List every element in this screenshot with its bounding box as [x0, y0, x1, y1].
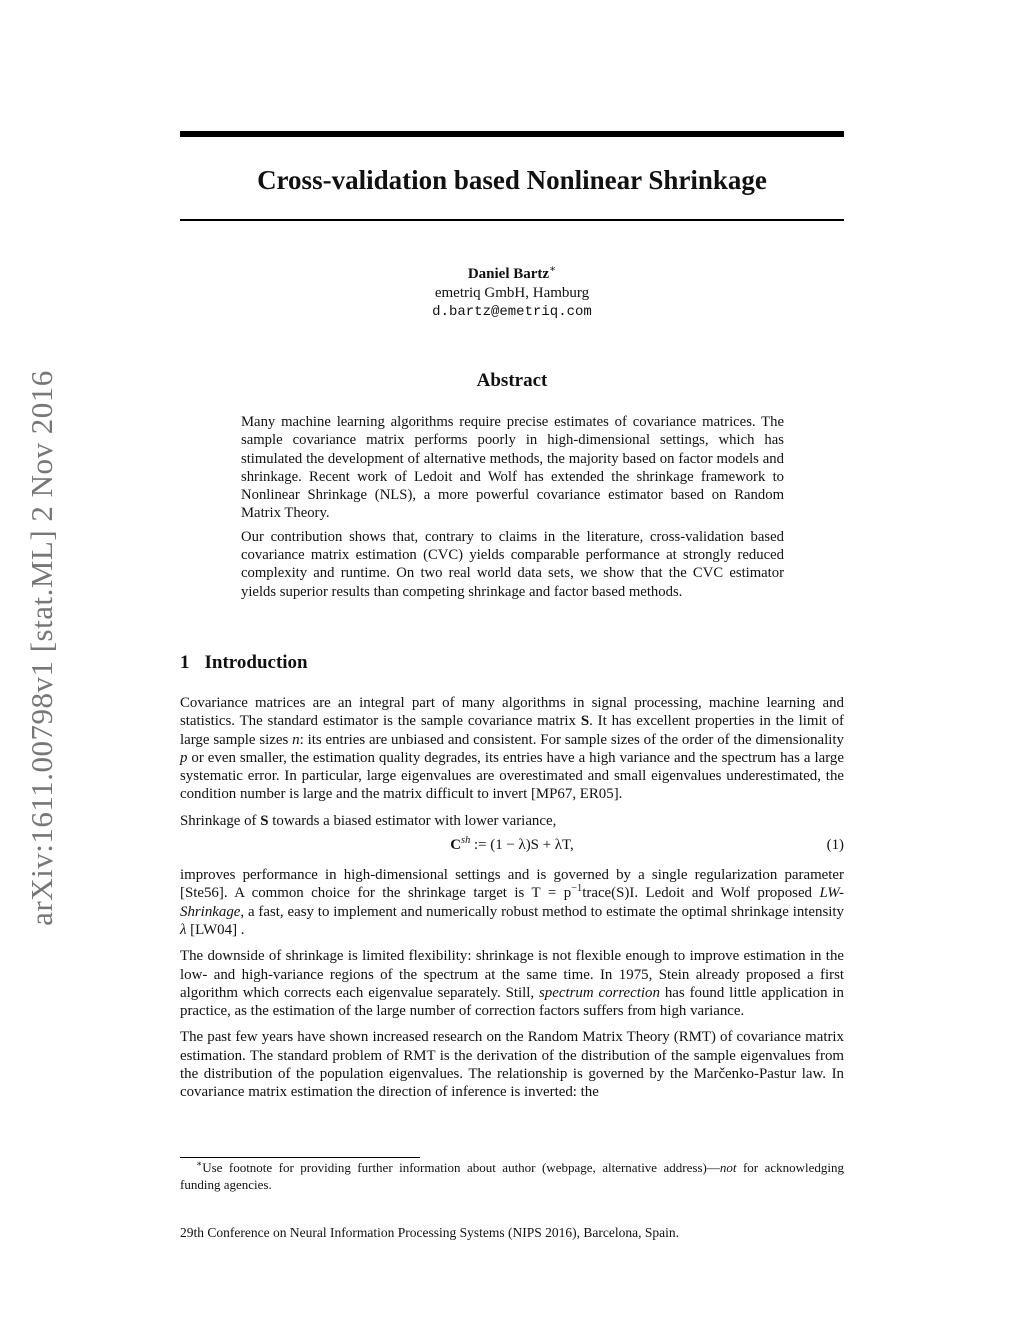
- text-run: Shrinkage of: [180, 812, 261, 829]
- text-run: towards a biased estimator with lower variance,: [268, 812, 557, 829]
- math-superscript: −1: [571, 883, 583, 895]
- title-rule-bottom: [180, 219, 844, 221]
- arxiv-stamp: arXiv:1611.00798v1 [stat.ML] 2 Nov 2016: [24, 370, 59, 926]
- author-affiliation: emetriq GmbH, Hamburg: [434, 285, 590, 301]
- footnote: [180, 1159, 844, 1193]
- body-paragraph: [180, 812, 844, 830]
- body-paragraph: [180, 694, 844, 804]
- text-run: . It has excellent properties in the limit of large sample sizes: [180, 713, 844, 748]
- math-symbol: n: [292, 731, 300, 748]
- equation-number: (1): [826, 837, 844, 854]
- section-title: Introduction: [204, 652, 308, 673]
- equation-body: [180, 836, 844, 854]
- abstract-paragraph: Many machine learning algorithms require precise estimates of covariance matrices. The sample covariance matrix performs poorly in high-dimensional settings, which has stimulated the development of alternative methods, the majority based on factor models and shrinkage. Recent work of Ledoit and Wolf has extended the shrinkage framework to Nonlinear Shrinkage (NLS), a more powerful covariance estimator based on Random Matrix Theory.: [241, 414, 784, 522]
- footnote-mark: ∗: [196, 1158, 203, 1169]
- body-paragraph: The past few years have shown increased research on the Random Matrix Theory (RMT) of covariance matrix estimation. The standard problem of RMT is the derivation of the distribution of the sample eigenvalues from the distribution of the population eigenvalues. The relationship is governed by the Marčenko-Pastur law. In covariance matrix estimation the direction of inference is inverted: the: [180, 1029, 844, 1101]
- emphasis-text: spectrum correction: [539, 984, 660, 1001]
- body-paragraph: [180, 947, 844, 1020]
- body-paragraph: [180, 866, 844, 939]
- math-symbol: p: [180, 749, 188, 766]
- equation-text: := (1 − λ)S + λT,: [470, 837, 574, 854]
- author-line: [180, 265, 844, 284]
- text-run: Covariance matrices are an integral part of many algorithms in signal processing, machine learning and statistics. The standard estimator is the sample covariance matrix: [180, 695, 844, 730]
- text-run: The downside of shrinkage is limited flexibility: shrinkage is not flexible enough to improve estimation in the low- and high-variance regions of the spectrum at the same time. In 1975, Stein already proposed a first algorithm which corrects each eigenvalue separately. Still,: [180, 948, 844, 1001]
- conference-footer: 29th Conference on Neural Information Processing Systems (NIPS 2016), Barcelona, Spain.: [180, 1225, 680, 1240]
- introduction-body: [180, 694, 844, 1110]
- abstract-body: [241, 413, 784, 606]
- paper-title: Cross-validation based Nonlinear Shrinkage: [257, 165, 767, 195]
- text-run: . Ledoit and Wolf proposed: [634, 885, 820, 902]
- math-symbol: C: [450, 837, 462, 854]
- text-run: improves performance in high-dimensional settings and is governed by a single regularization parameter [Ste56]. A common choice for the shrinkage target is: [180, 867, 844, 902]
- equation-1: [180, 834, 844, 860]
- math-symbol: S: [260, 812, 269, 829]
- math-expression: T = p: [531, 885, 572, 902]
- author-block: [180, 265, 844, 322]
- abstract-heading: Abstract: [476, 370, 548, 391]
- emphasis-text: LW-Shrinkage: [180, 885, 845, 920]
- text-run: , a fast, easy to implement and numerically robust method to estimate the optimal shrinkage intensity: [240, 903, 844, 920]
- text-run: : its entries are unbiased and consistent. For sample sizes of the order of the dimensionality: [299, 731, 844, 748]
- math-superscript: sh: [461, 835, 471, 847]
- author-footnote-mark: ∗: [549, 264, 557, 275]
- section-heading-introduction: [180, 651, 308, 675]
- footnote-rule: [180, 1157, 420, 1158]
- author-email: d.bartz@emetriq.com: [432, 304, 592, 320]
- text-run: or even smaller, the estimation quality degrades, its entries have a high variance and the spectrum has a large systematic error. In particular, large eigenvalues are overestimated and small eigenvalues underestimated, the condition number is large and the matrix difficult to invert [MP67, ER05].: [180, 749, 844, 803]
- text-run: has found little application in practice, as the estimation of the large number of correction factors suffers from high variance.: [180, 984, 844, 1020]
- math-symbol: S: [580, 713, 590, 730]
- text-run: Use footnote for providing further information about author (webpage, alternative address)—: [202, 1160, 720, 1175]
- math-expression: trace(S)I: [582, 885, 635, 902]
- title-rule-top: [180, 131, 844, 137]
- text-run: [LW04] .: [186, 921, 245, 938]
- abstract-paragraph: Our contribution shows that, contrary to claims in the literature, cross-validation based covariance matrix estimation (CVC) yields comparable performance at strongly reduced complexity and runtime. On two real world data sets, we show that the CVC estimator yields superior results than competing shrinkage and factor based methods.: [241, 528, 784, 600]
- math-symbol: λ: [180, 921, 187, 938]
- emphasis-text: not: [719, 1160, 737, 1175]
- author-name: Daniel Bartz: [467, 266, 550, 282]
- section-number: 1: [180, 652, 190, 673]
- text-run: for acknowledging funding agencies.: [180, 1160, 844, 1192]
